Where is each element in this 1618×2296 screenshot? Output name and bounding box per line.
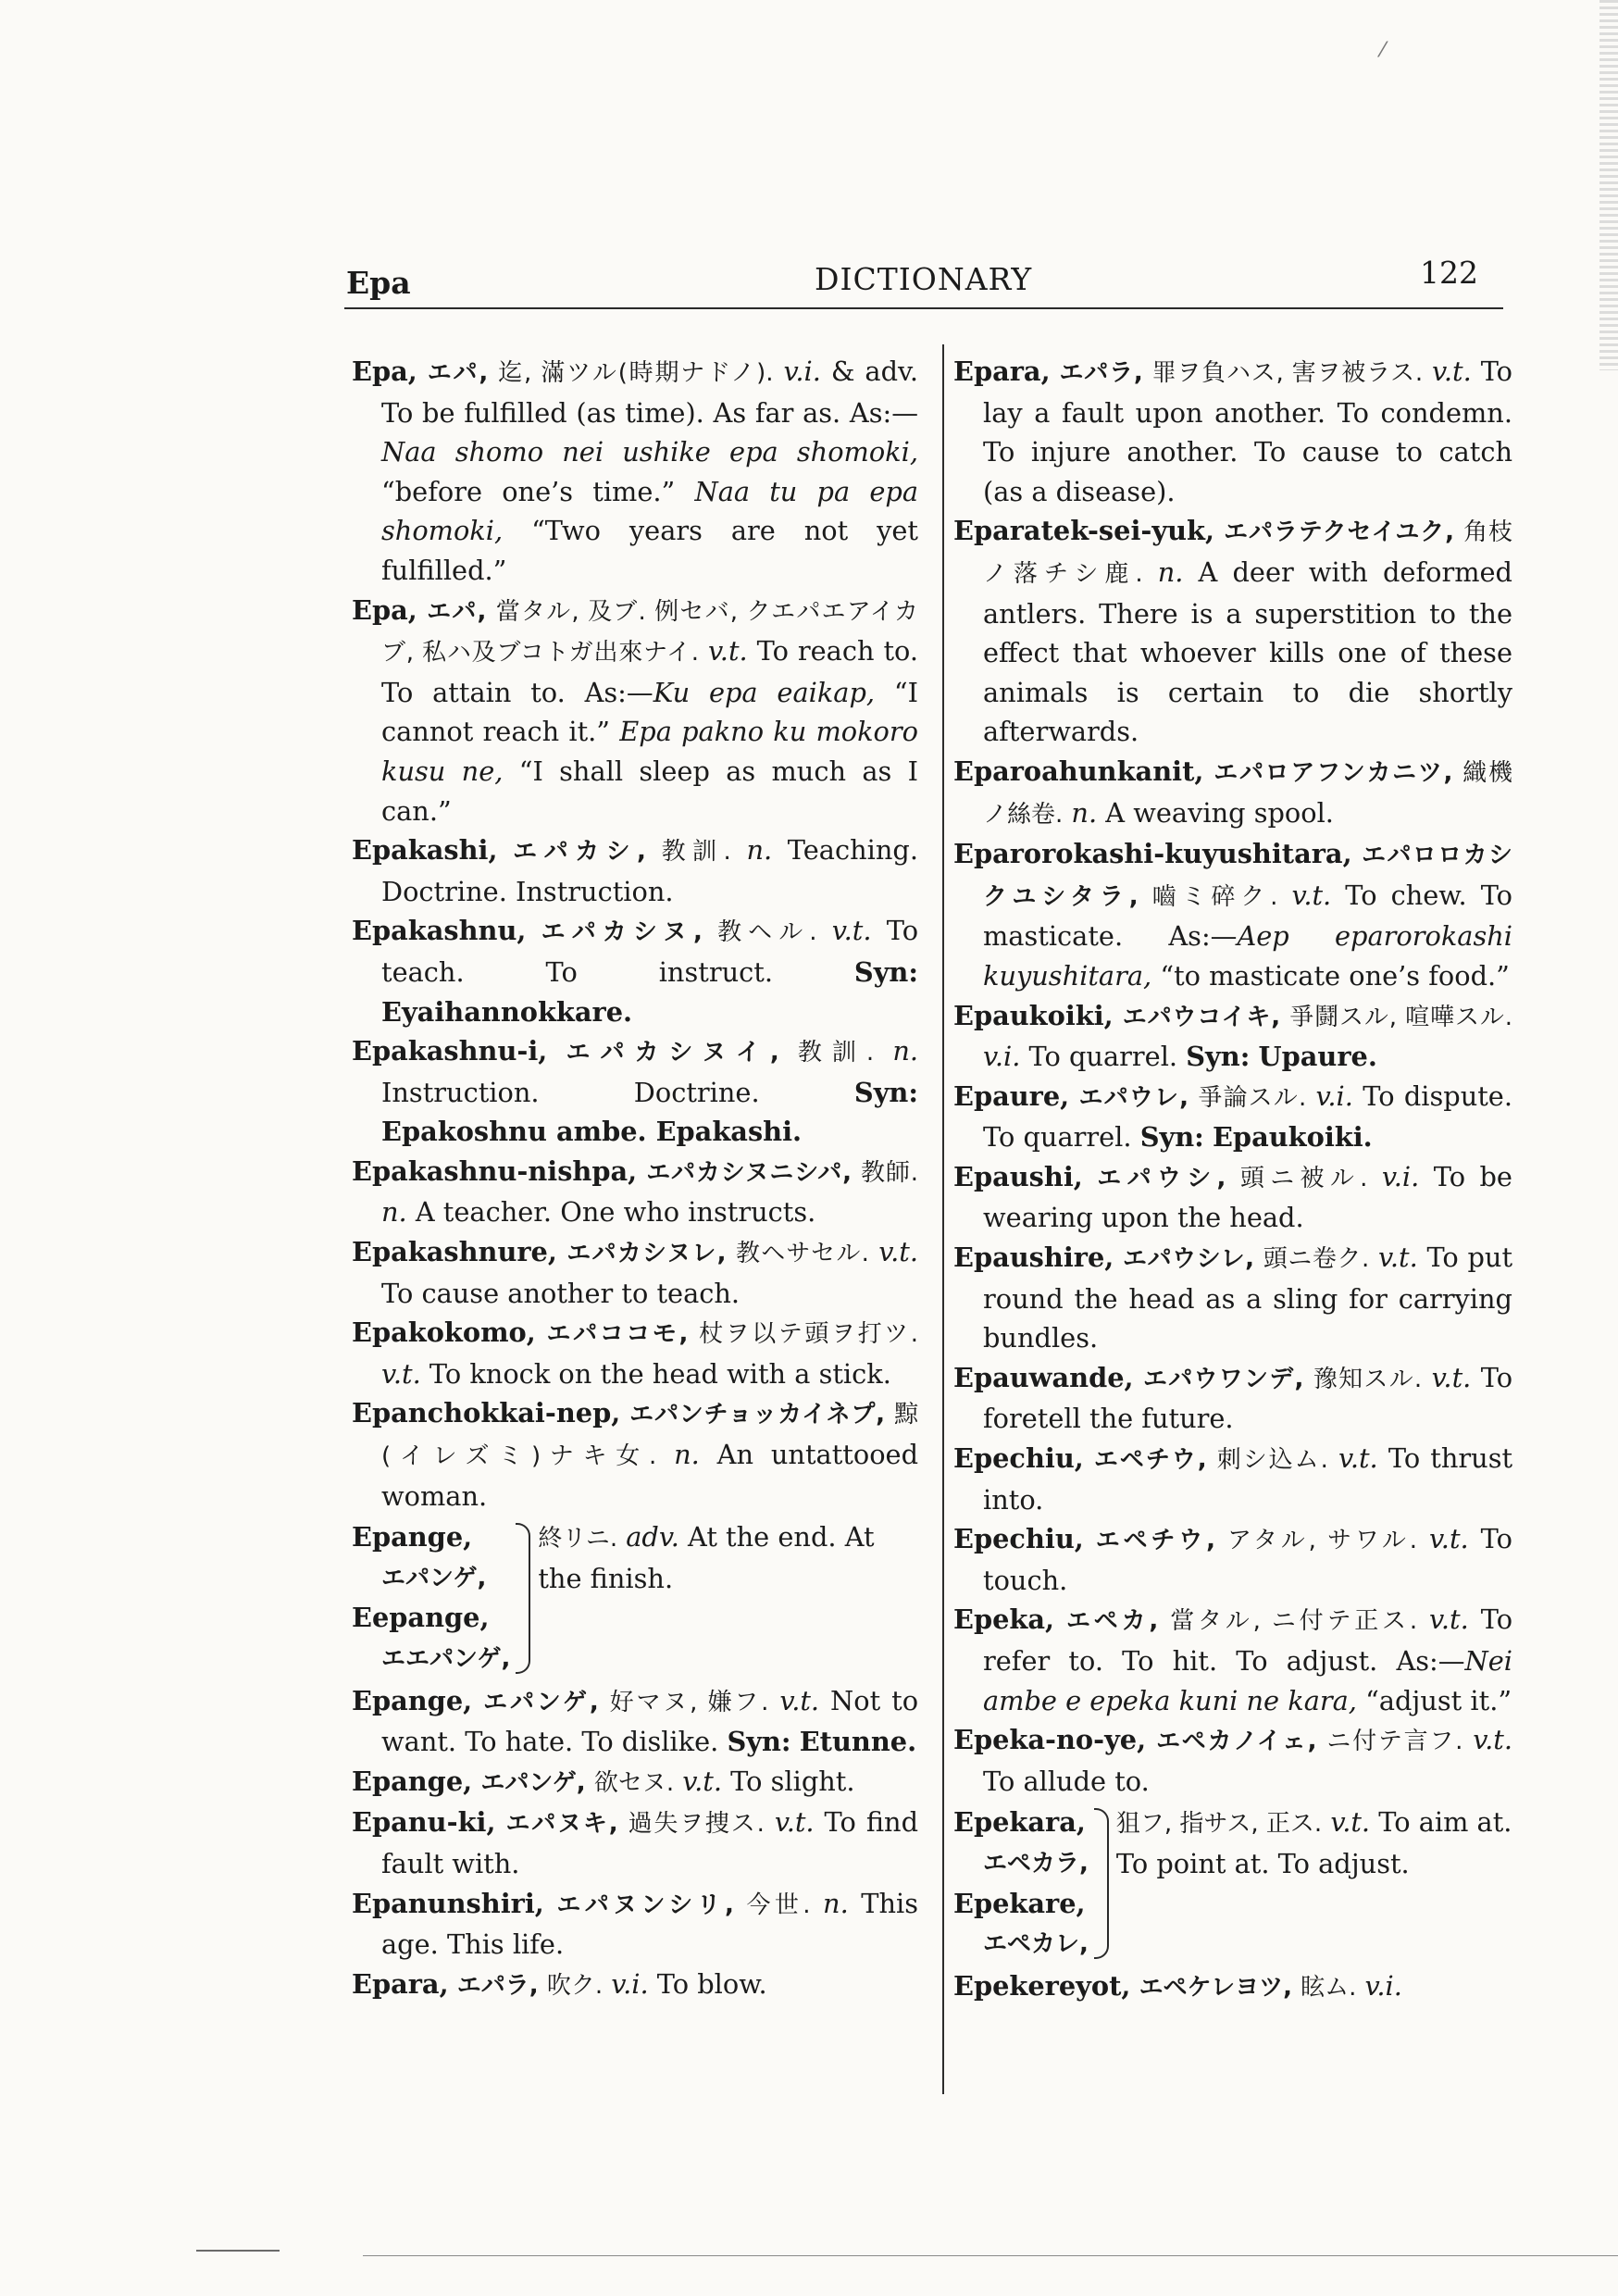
headword: Epange, [352,1521,473,1554]
dictionary-entry [352,1803,918,1883]
dictionary-entry [953,752,1512,834]
part-of-speech: v.t. [1429,1603,1469,1636]
dictionary-entry [953,1358,1512,1439]
headword: Epekare, [953,1887,1086,1919]
headword: Epara, [352,1967,449,2000]
dictionary-entry [953,1439,1512,1519]
japanese-gloss: 頭ニ被ル. [1239,1164,1368,1192]
kana-reading: エパカシヌレ, [566,1240,727,1268]
kana-reading: エパンゲ, [480,1768,586,1797]
japanese-gloss: 刺シ込ム. [1216,1446,1328,1475]
definition: At the end. At the finish. [538,1521,875,1594]
right-column [953,352,1512,2007]
headword: Epange, [352,1684,473,1716]
headword-line [953,1884,1089,1924]
japanese-gloss: 教ヘサセル. [735,1240,869,1268]
part-of-speech: v.i. [783,356,821,387]
kana-reading: エパウシレ, [1123,1245,1255,1274]
headword: Epakashnu, [352,915,527,947]
japanese-gloss: 迄, 滿ツル(時期ナドノ). [498,359,774,387]
part-of-speech: n. [1071,796,1098,829]
dictionary-entry [352,1681,918,1762]
definition: To knock on the head with a stick. [429,1357,891,1390]
part-of-speech: v.t. [1338,1442,1378,1475]
grouped-definition [538,1517,918,1678]
headword: Epakashi, [352,834,498,867]
example-ainu: Naa shomo nei ushike epa shomoki, [381,436,918,468]
part-of-speech: n. [1157,555,1184,588]
page-number: 122 [1420,255,1478,291]
part-of-speech: v.i. [1315,1079,1353,1112]
synonym-label: Syn: [1186,1041,1251,1073]
part-of-speech: v.t. [1431,1361,1472,1393]
dictionary-entry [953,834,1512,995]
part-of-speech: v.i. [1381,1160,1420,1192]
japanese-gloss: 好マヌ, 嫌フ. [609,1688,769,1716]
headword: Epechiu, [953,1523,1084,1555]
headword: Epekereyot, [953,1969,1131,2002]
japanese-gloss: 爭鬪スル, 喧嘩スル. [1289,1003,1512,1031]
definition: To be wearing upon the head. [983,1160,1512,1234]
kana-line [953,1842,1089,1884]
definition: To foretell the future. [983,1361,1513,1435]
part-of-speech: n. [381,1196,407,1229]
pencil-mark-icon: ⁄ [1381,39,1385,62]
dictionary-entry [352,591,918,831]
kana-reading: エパヌンシリ, [556,1890,734,1919]
definition: An untattooed woman. [381,1439,919,1512]
part-of-speech: v.t. [682,1765,722,1797]
japanese-gloss: 爭論スル. [1198,1083,1307,1112]
kana-line [352,1557,510,1599]
synonym-label: Syn: [853,955,919,988]
part-of-speech: v.t. [381,1357,421,1390]
dictionary-entry [953,1600,1512,1720]
japanese-gloss: ニ付テ言フ. [1326,1728,1463,1756]
kana-reading: エペカ, [1066,1607,1159,1636]
dictionary-entry [352,1031,918,1152]
japanese-gloss: 織機ノ絲卷. [983,758,1512,829]
japanese-gloss: 欲セヌ. [593,1768,675,1797]
synonym: Etunne. [799,1726,917,1758]
japanese-gloss: 終リニ. [538,1525,618,1554]
dictionary-entry [352,1762,918,1803]
definition: A weaving spool. [1105,796,1334,829]
headword: Epanunshiri, [352,1887,544,1919]
kana-reading: エパラ, [1059,359,1143,387]
dictionary-entry [953,1238,1512,1358]
headword: Eparorokashi-kuyushitara, [953,838,1352,870]
synonym: Epakoshnu ambe. Epakashi. [381,1116,803,1148]
dictionary-entry [352,911,918,1031]
japanese-gloss: 當タル, 及ブ. 例セバ, クエパエアイカブ, 私ハ及ブコトガ出來ナイ. [381,597,919,668]
dictionary-entry [352,1152,918,1232]
dictionary-entry [352,352,918,591]
definition: To touch. [983,1523,1512,1596]
headword: Epaushire, [953,1242,1114,1274]
japanese-gloss: 教訓. [661,838,731,867]
headword: Epeka, [953,1603,1055,1636]
grouped-headwords [953,1803,1089,1964]
grouped-headwords [352,1517,510,1678]
japanese-gloss: 杖ヲ以テ頭ヲ打ツ. [699,1320,919,1349]
header-rule [344,307,1503,309]
japanese-gloss: 今世. [746,1890,811,1919]
kana-reading: エパ, [427,597,487,626]
japanese-gloss: 角枝ノ落チシ鹿. [983,518,1512,588]
headword-line [352,1598,510,1638]
definition: A deer with deformed antlers. There is a superstition to the effect that whoever kills one of these animals is certain to die shortly afterwards. [983,555,1512,748]
part-of-speech: n. [823,1887,849,1919]
definition: To allude to. [983,1765,1150,1797]
synonym: Epaukoiki. [1212,1121,1373,1154]
grouped-entry [352,1517,918,1678]
part-of-speech: n. [892,1035,919,1067]
kana-reading: エパカシ, [513,838,646,867]
part-of-speech: v.i. [1364,1969,1402,2002]
curly-brace-icon [516,1523,530,1673]
page-edge-texture [1599,0,1618,370]
kana-line [953,1923,1089,1965]
definition: This age. This life. [381,1887,919,1961]
left-column [352,352,918,2005]
definition: Not to want. To hate. To dislike. [381,1684,919,1758]
kana-reading: エパウワンデ, [1142,1365,1304,1393]
kana-reading: エパウシ, [1097,1164,1226,1192]
footer-rule [363,2255,1618,2256]
grouped-definition [1116,1803,1512,1964]
japanese-gloss: 教ヘル. [717,918,817,947]
japanese-gloss: 眩ム. [1301,1973,1357,2002]
part-of-speech: v.t. [779,1684,820,1716]
kana-reading: エパンゲ, [483,1688,599,1716]
dictionary-entry [352,830,918,911]
kana-reading: エパラ, [456,1971,539,2000]
synonym-label: Syn: [727,1726,791,1758]
example-translation: “I shall sleep as much as I can.” [381,755,918,827]
dictionary-entry [352,1965,918,2006]
part-of-speech: v.t. [1428,1523,1469,1555]
example-ainu: Epa pakno ku mokoro kusu ne, [381,716,918,787]
kana-reading: エペカノイェ, [1156,1728,1317,1756]
part-of-speech: v.i. [983,1041,1021,1073]
dictionary-entry [352,1884,918,1965]
guide-word: Epa [346,265,411,301]
example-translation: “I cannot reach it.” [381,676,919,748]
grouped-entry [953,1803,1512,1964]
headword: Epanchokkai-nep, [352,1397,621,1429]
kana-reading: エパココモ, [546,1320,689,1349]
part-of-speech: v.t. [1291,879,1332,911]
kana-reading: エペカレ, [983,1930,1089,1959]
dictionary-entry [953,511,1512,752]
example-ainu: Nei ambe e epeka kuni ne kara, [983,1645,1512,1716]
part-of-speech: v.t. [878,1236,919,1268]
japanese-gloss: 當タル, ニ付テ正ス. [1170,1607,1418,1636]
part-of-speech: v.t. [1330,1806,1371,1839]
japanese-gloss: 黥(イレズミ)ナキ女. [381,1401,918,1471]
definition: To teach. To instruct. [381,915,919,988]
kana-reading: エエパンゲ, [381,1645,511,1673]
definition: To dispute. To quarrel. [983,1079,1513,1154]
headword-line [352,1517,510,1557]
definition: & adv. To be fulfilled (as time). As far as. As:— [381,356,919,429]
definition: To reach to. To attain to. As:— [381,635,919,708]
headword: Eepange, [352,1602,490,1634]
part-of-speech: v.t. [831,915,872,947]
headword: Epaure, [953,1079,1070,1112]
japanese-gloss: 豫知スル. [1313,1365,1423,1393]
example-translation: “before one’s time.” [381,475,676,507]
definition: To put round the head as a sling for carrying bundles. [983,1242,1513,1354]
kana-reading: エパラテクセイユク, [1224,518,1455,547]
dictionary-entry [352,1313,918,1393]
definition: To refer to. To hit. To adjust. As:— [983,1603,1513,1677]
kana-reading: エパンチョッカイネプ, [629,1401,886,1429]
synonym-label: Syn: [853,1076,919,1108]
headword: Epakashnure, [352,1236,557,1268]
kana-line [352,1638,510,1679]
japanese-gloss: 吹ク. [546,1971,604,2000]
definition: To find fault with. [381,1806,919,1879]
part-of-speech: v.t. [1473,1724,1513,1756]
running-title: DICTIONARY [815,261,1033,297]
dictionary-entry [953,1720,1512,1801]
headword: Eparoahunkanit, [953,755,1204,787]
kana-reading: エパンゲ, [381,1564,487,1592]
japanese-gloss: 過失ヲ捜ス. [628,1810,765,1839]
headword: Epara, [953,356,1051,387]
part-of-speech: v.t. [774,1806,815,1839]
dictionary-entry [352,1393,918,1516]
definition: To quarrel. [1028,1041,1178,1073]
part-of-speech: n. [674,1439,700,1471]
kana-reading: エパウコイキ, [1122,1003,1281,1031]
headword: Epaushi, [953,1160,1083,1192]
headword: Eparatek-sei-yuk, [953,515,1215,547]
definition: To blow. [656,1967,767,2000]
kana-reading: エパウレ, [1078,1083,1189,1112]
definition: To cause another to teach. [381,1277,741,1309]
dictionary-entry [953,1157,1512,1238]
example-ainu: Ku epa eaikap, [653,676,876,708]
definition: To thrust into. [983,1442,1513,1516]
curly-brace-icon [1094,1808,1109,1958]
dictionary-entry [953,1966,1512,2008]
headword: Epaukoiki, [953,999,1114,1031]
dictionary-entry [953,1077,1512,1157]
dictionary-entry [953,352,1512,511]
column-divider [942,344,944,2094]
definition: To aim at. To point at. To adjust. [1115,1806,1512,1879]
footer-rule-left [196,2250,280,2252]
example-ainu: Aep eparorokashi kuyushitara, [983,920,1512,992]
kana-reading: エパヌキ, [505,1810,618,1839]
part-of-speech: v.t. [1378,1242,1418,1274]
definition: A teacher. One who instructs. [415,1196,816,1229]
example-ainu: Naa tu pa epa shomoki, [381,475,919,547]
kana-reading: エパカシヌニシパ, [646,1158,853,1187]
definition: To chew. To masticate. As:— [983,879,1513,953]
kana-reading: エパロアフンカニツ, [1214,758,1453,787]
japanese-gloss: 嚙ミ碎ク. [1151,882,1278,911]
headword-line [953,1803,1089,1842]
japanese-gloss: 頭ニ卷ク. [1263,1245,1370,1274]
example-translation: “Two years are not yet fulfilled.” [381,515,919,586]
japanese-gloss: アタル, サワル. [1226,1527,1417,1555]
synonym: Eyaihannokkare. [381,995,633,1028]
definition: To slight. [730,1765,855,1797]
headword: Epakashnu-nishpa, [352,1154,638,1187]
headword: Epechiu, [953,1442,1084,1475]
definition: Instruction. Doctrine. [381,1076,760,1108]
dictionary-entry [953,1519,1512,1600]
headword: Epa, [352,593,417,626]
headword: Epauwande, [953,1361,1134,1393]
part-of-speech: n. [746,834,773,867]
headword: Epa, [352,356,417,387]
japanese-gloss: 教訓. [797,1039,875,1067]
headword: Epange, [352,1765,473,1797]
kana-reading: エパカシヌイ, [566,1039,779,1067]
kana-reading: エペチウ, [1093,1446,1207,1475]
part-of-speech: v.i. [611,1967,649,2000]
kana-reading: エペカラ, [983,1849,1089,1878]
japanese-gloss: 罪ヲ負ハス, 害ヲ被ラス. [1151,359,1424,387]
headword: Epekara, [953,1806,1086,1839]
dictionary-entry [352,1232,918,1313]
synonym-label: Syn: [1139,1121,1204,1154]
example-translation: “to masticate one’s food.” [1160,959,1510,992]
japanese-gloss: 教師. [861,1158,919,1187]
definition: Teaching. Doctrine. Instruction. [381,834,918,907]
kana-reading: エパ, [427,359,489,387]
synonym: Upaure. [1258,1041,1377,1073]
japanese-gloss: 狙フ, 指サス, 正ス. [1115,1810,1323,1839]
definition: To lay a fault upon another. To condemn. To injure another. To cause to catch (as a disease). [983,356,1512,507]
example-translation: “adjust it.” [1365,1684,1512,1716]
headword: Epakokomo, [352,1316,536,1349]
part-of-speech: adv. [626,1521,679,1554]
kana-reading: エペケレヨツ, [1139,1973,1292,2002]
kana-reading: エパカシヌ, [541,918,703,947]
headword: Epeka-no-ye, [953,1724,1147,1756]
part-of-speech: v.t. [1432,356,1472,387]
kana-reading: エペチウ, [1095,1527,1215,1555]
kana-reading: エパロロカシクユシタラ, [983,842,1512,911]
headword: Epakashnu-i, [352,1035,548,1067]
dictionary-entry [953,996,1512,1077]
headword: Epanu-ki, [352,1806,496,1839]
part-of-speech: v.t. [707,635,748,668]
